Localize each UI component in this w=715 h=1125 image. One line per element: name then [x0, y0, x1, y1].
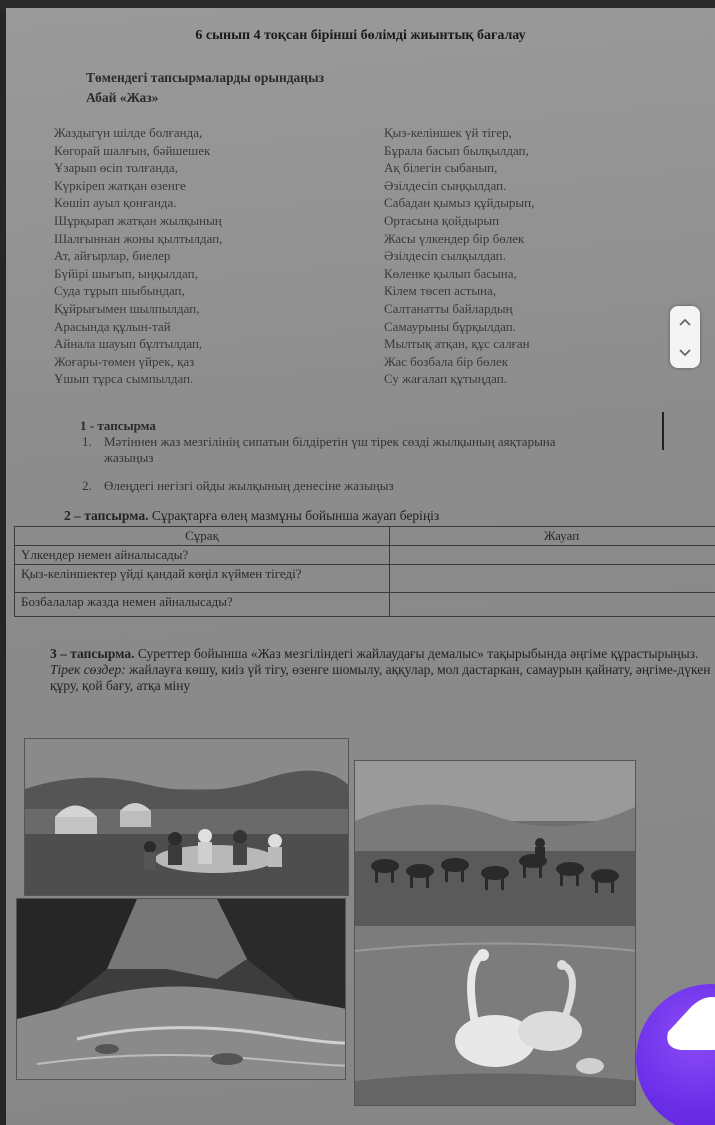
poem-line: Ақ білегін сыбанып, [384, 160, 498, 176]
keywords-text: жайлауға көшу, киіз үй тігу, өзенге шомылу, аққулар, мол дастаркан, самаурын қайнату, әңгіме-дүкен құру, қой бағу, атқа міну [50, 662, 711, 693]
poem-line: Көгорай шалғын, бәйшешек [54, 142, 211, 158]
poem-line: Кілем төсеп астына, [384, 283, 497, 299]
item-number: 1. [82, 434, 92, 449]
instruction-heading: Төмендегі тапсырмаларды орындаңыз [86, 70, 325, 85]
poem-line: Құйрығымен шылпылдап, [54, 300, 200, 316]
document-page [6, 8, 715, 1125]
document-title: 6 сынып 4 тоқсан бірінші бөлімді жиынтық бағалау [195, 28, 526, 43]
poem-line: Жоғары-төмен үйрек, қаз [54, 353, 195, 369]
keywords-label: Тірек сөздер: [50, 662, 126, 677]
question-cell: Қыз-келіншектер үйді қандай көңіл күймен тігеді? [15, 565, 390, 593]
table-row [15, 546, 715, 565]
item-text-continued: жазыңыз [104, 450, 154, 465]
table-row [15, 593, 715, 617]
task1-item-2 [82, 478, 394, 494]
poem-line: Самаурыны бұрқылдап. [384, 318, 516, 334]
poem-line: Ат, айғырлар, биелер [54, 248, 171, 264]
poem-line: Көленке қылып басына, [384, 265, 517, 281]
table-header-row [15, 527, 715, 546]
question-answer-table [14, 526, 715, 617]
poem-line: Жасы үлкендер бір бөлек [384, 230, 525, 246]
answer-cell[interactable] [390, 546, 715, 565]
alice-assistant-icon[interactable] [636, 984, 715, 1125]
task3-text: Суреттер бойынша «Жаз мезгіліндегі жайлаудағы демалыс» тақырыбында әңгіме құрастырыңыз. [134, 646, 699, 661]
task1-item-1 [82, 434, 702, 466]
question-cell: Үлкендер немен айналысады? [15, 546, 390, 565]
poem-line: Ұзарып өсіп толғанда, [54, 160, 178, 176]
column-header-question: Сұрақ [15, 527, 390, 546]
poem-line: Жаздыгүн шілде болғанда, [54, 125, 203, 140]
chevron-up-icon[interactable] [670, 306, 700, 337]
poem-line: Арасында құлын-тай [54, 318, 171, 334]
poem-line: Ортасына қойдырып [384, 212, 500, 228]
table-row [15, 565, 715, 593]
column-header-answer: Жауап [390, 527, 715, 546]
poem-line: Айнала шауып бұлтылдап, [54, 336, 203, 352]
poem-line: Көшіп ауыл қонғанда. [54, 195, 177, 211]
poem-line: Әзілдесіп сылқылдап. [384, 248, 506, 264]
poem-line: Салтанатты байлардың [384, 300, 513, 316]
item-text: Өлеңдегі негізгі ойды жылқының денесіне жазыңыз [104, 478, 394, 493]
answer-cell[interactable] [390, 565, 715, 593]
poem-line: Су жағалап құтыңдап. [384, 371, 507, 387]
photo-mountain-river [16, 898, 346, 1080]
item-number: 2. [82, 478, 92, 493]
poem-line: Ұшып тұрса сымпылдап. [54, 371, 194, 387]
poem-line: Суда тұрып шыбындап, [54, 283, 185, 299]
answer-cell[interactable] [390, 593, 715, 617]
poem-line: Бұрала басып былқылдап, [384, 142, 529, 158]
poem-left-column [54, 124, 222, 388]
poem-line: Бүйірі шығып, ыңқылдап, [54, 265, 198, 281]
photo-horses-swans [354, 760, 636, 1106]
text-cursor [662, 412, 664, 450]
task2-heading [64, 508, 439, 524]
poem-line: Жас бозбала бір бөлек [384, 353, 509, 369]
task1-heading: 1 - тапсырма [80, 418, 156, 433]
poem-line: Шалғыннан жоны қылтылдап, [54, 230, 223, 246]
poem-line: Қыз-келіншек үй тігер, [384, 125, 512, 140]
task3-label: 3 – тапсырма. [50, 646, 135, 661]
page-navigation-control [670, 306, 700, 368]
question-cell: Бозбалалар жазда немен айналысады? [15, 593, 390, 617]
task3-block [50, 646, 715, 694]
task2-label: 2 – тапсырма. [64, 508, 149, 523]
poem-title: Абай «Жаз» [86, 90, 159, 105]
chevron-down-icon[interactable] [670, 337, 700, 368]
photo-jailau-picnic [24, 738, 349, 896]
poem-right-column [384, 124, 534, 388]
poem-line: Күркіреп жатқан өзенге [54, 177, 186, 193]
item-text: Мәтіннен жаз мезгілінің сипатын білдіретін үш тірек сөзді жылқының аяқтарына [104, 434, 556, 449]
poem-line: Сабадан қымыз құйдырып, [384, 195, 535, 211]
poem-line: Шұрқырап жатқан жылқының [54, 212, 222, 228]
poem-line: Мылтық атқан, құс салған [384, 336, 530, 352]
poem-line: Әзілдесіп сыңқылдап. [384, 177, 507, 193]
task2-text: Сұрақтарға өлең мазмұны бойынша жауап беріңіз [148, 508, 440, 523]
